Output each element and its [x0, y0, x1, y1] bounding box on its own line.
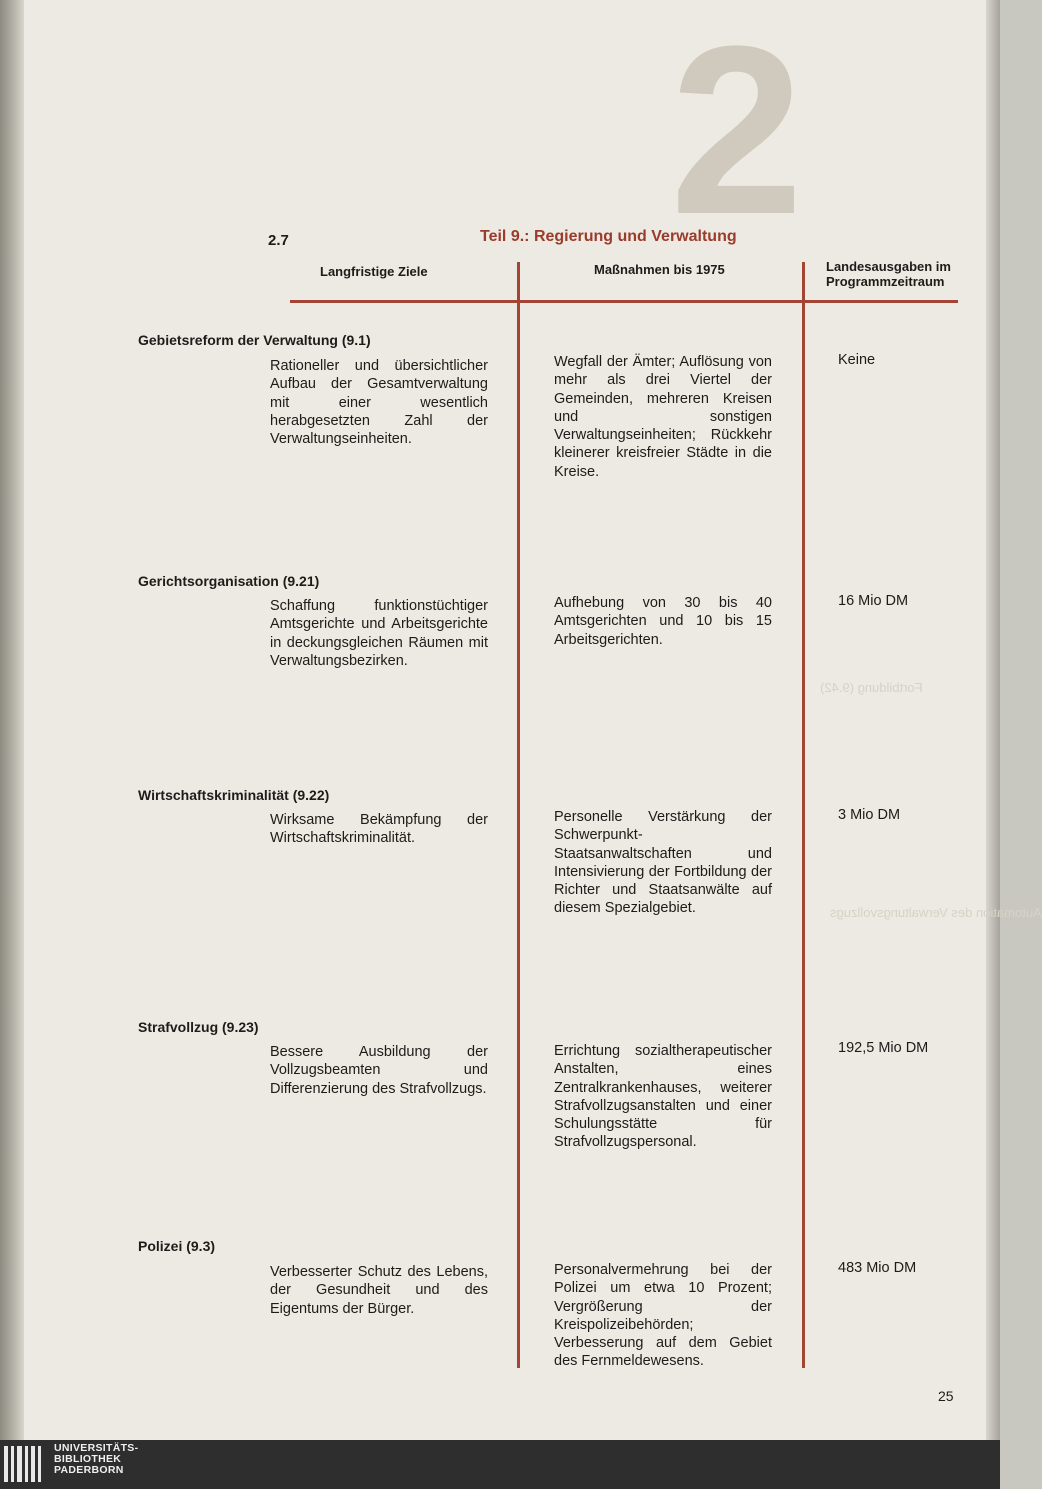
- row-heading: Strafvollzug (9.23): [138, 1019, 259, 1035]
- column-divider-left: [517, 262, 520, 1368]
- goal-text: Wirksame Bekämpfung der Wirtschaftskriminalität.: [270, 812, 488, 847]
- library-footer: [0, 1440, 1000, 1489]
- row-heading: Gerichtsorganisation (9.21): [138, 573, 320, 589]
- row-heading: Polizei (9.3): [138, 1238, 216, 1254]
- measure-text: Personalvermehrung bei der Polizei um etwa 10 Prozent; Vergrößerung der Kreispolizeibehörden; Verbesserung auf dem Gebiet des Fernmeldewesens.: [554, 1262, 772, 1370]
- library-name-line2: BIBLIOTHEK: [54, 1453, 122, 1465]
- measure-text: Errichtung sozialtherapeutischer Anstalten, eines Zentralkrankenhauses, weiterer Strafvollzugsanstalten und einer Schulungsstätte für Strafvollzugspersonal.: [554, 1043, 772, 1151]
- row-heading: Gebietsreform der Verwaltung (9.1): [138, 332, 371, 348]
- library-logo-icon: [4, 1446, 44, 1482]
- goal-text: Verbesserter Schutz des Lebens, der Gesundheit und des Eigentums der Bürger.: [270, 1264, 488, 1317]
- measure-text: Aufhebung von 30 bis 40 Amtsgerichten und 10 bis 15 Arbeitsgerichten.: [554, 595, 772, 648]
- cost-value: 483 Mio DM: [838, 1260, 917, 1276]
- column-divider-right: [802, 262, 805, 1368]
- measure-text: Wegfall der Ämter; Auflösung von mehr als drei Viertel der Gemeinden, mehreren Kreisen und sonstigen Verwaltungseinheiten; Rückkehr kleinerer kreisfreier Städte in die Kreise.: [554, 354, 772, 480]
- cost-value: 192,5 Mio DM: [838, 1040, 929, 1056]
- row-heading: Wirtschaftskriminalität (9.22): [138, 787, 330, 803]
- section-number: 2.7: [268, 232, 289, 249]
- column-header-measures: Maßnahmen bis 1975: [594, 262, 725, 277]
- column-header-spending: [826, 259, 951, 289]
- goal-text: Schaffung funktionstüchtiger Amtsgerichte und Arbeitsgerichte in deckungsgleichen Räumen mit Verwaltungsbezirken.: [270, 598, 488, 669]
- chapter-number: 2: [670, 0, 796, 264]
- show-through-text: Automation des Verwaltungsvollzugs: [830, 905, 1042, 920]
- column-header-spending-line2: Programmzeitraum: [826, 274, 945, 289]
- book-spine-shadow: [0, 0, 24, 1440]
- library-name: [54, 1443, 138, 1476]
- cost-value: 16 Mio DM: [838, 593, 909, 609]
- page-edge: [986, 0, 1000, 1440]
- cost-value: 3 Mio DM: [838, 807, 901, 823]
- library-name-line3: PADERBORN: [54, 1464, 124, 1476]
- page-sheet: [24, 0, 986, 1440]
- column-header-goals: Langfristige Ziele: [320, 264, 428, 279]
- section-title: Teil 9.: Regierung und Verwaltung: [480, 228, 737, 245]
- goal-text: Bessere Ausbildung der Vollzugsbeamten und Differenzierung des Strafvollzugs.: [270, 1044, 488, 1097]
- goal-text: Rationeller und übersichtlicher Aufbau der Gesamtverwaltung mit einer wesentlich herabgesetzten Zahl der Verwaltungseinheiten.: [270, 358, 488, 448]
- page-number: 25: [938, 1388, 954, 1404]
- column-header-spending-line1: Landesausgaben im: [826, 259, 951, 274]
- measure-text: Personelle Verstärkung der Schwerpunkt-Staatsanwaltschaften und Intensivierung der Fortbildung der Richter und Staatsanwälte auf diesem Spezialgebiet.: [554, 809, 772, 917]
- cost-value: Keine: [838, 352, 876, 368]
- show-through-text: Fortbildung (9.42): [820, 680, 923, 695]
- table-header-rule: [290, 300, 958, 303]
- library-name-line1: UNIVERSITÄTS-: [54, 1442, 139, 1454]
